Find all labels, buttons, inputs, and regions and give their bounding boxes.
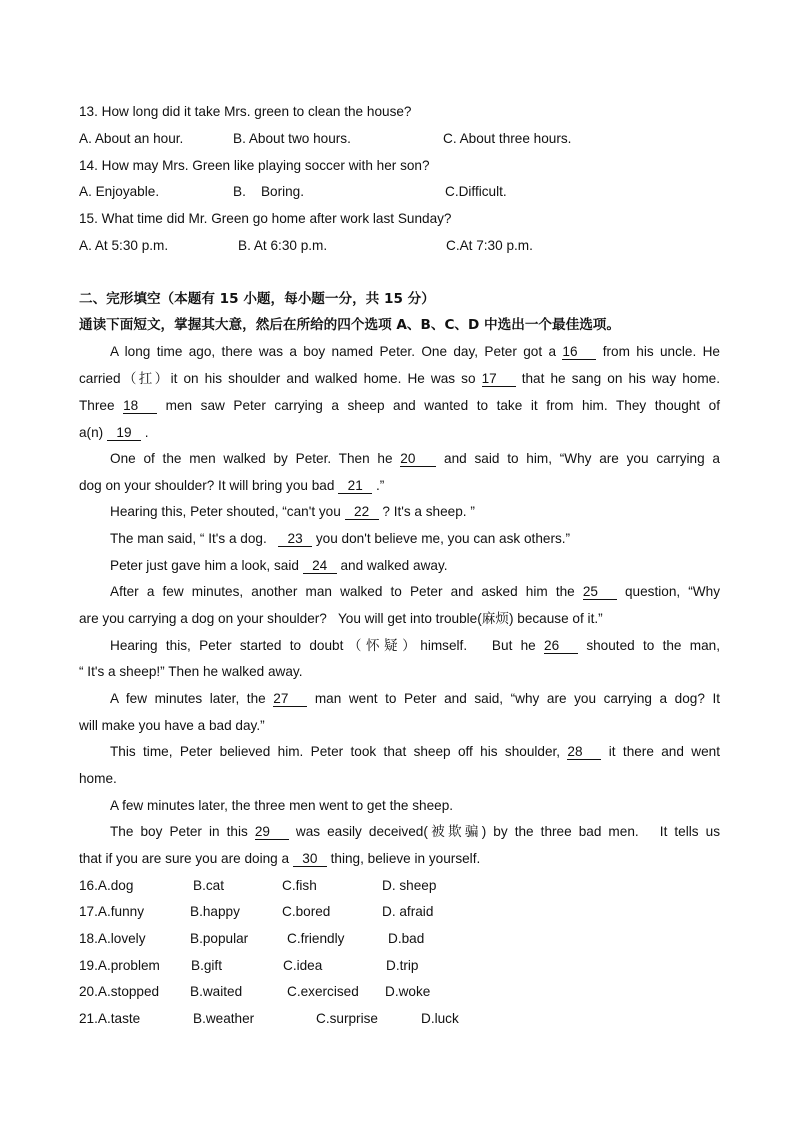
passage-line: that if you are sure you are doing a 30 thing, believe in yourself. xyxy=(79,851,481,866)
choice-d: D.woke xyxy=(385,984,431,999)
section-title: 二、完形填空（本题有 15 小题，每小题一分，共 15 分） xyxy=(79,291,435,307)
blank-16: 16 xyxy=(562,344,596,360)
blank-21: 21 xyxy=(338,478,372,494)
blank-24: 24 xyxy=(303,558,337,574)
passage-line: The boy Peter in this 29 was easily deceived(被欺骗) by the three bad men. It tells us xyxy=(110,824,720,839)
question-stem: 14. How may Mrs. Green like playing soccer with her son? xyxy=(79,158,430,173)
passage-line: A long time ago, there was a boy named Peter. One day, Peter got a 16 from his uncle. He xyxy=(110,344,720,359)
blank-27: 27 xyxy=(273,691,307,707)
blank-20: 20 xyxy=(400,451,436,467)
passage-line: The man said, “ It's a dog. 23 you don't believe me, you can ask others.” xyxy=(110,531,571,546)
question-stem: 13. How long did it take Mrs. green to clean the house? xyxy=(79,104,412,119)
option-b: B. Boring. xyxy=(233,184,305,199)
passage-line: a(n) 19 . xyxy=(79,425,149,440)
choice-c: C.friendly xyxy=(287,931,345,946)
blank-17: 17 xyxy=(482,371,516,387)
passage-line: Hearing this, Peter shouted, “can't you 22 ? It's a sheep. ” xyxy=(110,504,475,519)
blank-19: 19 xyxy=(107,425,141,441)
choice-b: B.gift xyxy=(191,958,222,973)
blank-25: 25 xyxy=(583,584,617,600)
passage-line: A few minutes later, the 27 man went to Peter and said, “why are you carrying a dog? It xyxy=(110,691,720,706)
choice-a: 19.A.problem xyxy=(79,958,160,973)
option-a: A. About an hour. xyxy=(79,131,184,146)
choice-a: 20.A.stopped xyxy=(79,984,160,999)
option-b: B. At 6:30 p.m. xyxy=(238,238,328,253)
passage-line: carried（扛）it on his shoulder and walked home. He was so 17 that he sang on his way home. xyxy=(79,371,720,386)
choice-d: D.bad xyxy=(388,931,425,946)
choice-c: C.bored xyxy=(282,904,331,919)
choice-d: D.luck xyxy=(421,1011,459,1026)
choice-a: 21.A.taste xyxy=(79,1011,141,1026)
question-stem: 15. What time did Mr. Green go home after work last Sunday? xyxy=(79,211,452,226)
passage-line: “ It's a sheep!” Then he walked away. xyxy=(79,664,303,679)
passage-line: After a few minutes, another man walked to Peter and asked him the 25 question, “Why xyxy=(110,584,720,599)
passage-line: A few minutes later, the three men went to get the sheep. xyxy=(110,798,454,813)
choice-b: B.weather xyxy=(193,1011,255,1026)
passage-line: One of the men walked by Peter. Then he 20 and said to him, “Why are you carrying a xyxy=(110,451,720,466)
option-a: A. Enjoyable. xyxy=(79,184,160,199)
choice-b: B.popular xyxy=(190,931,249,946)
option-b: B. About two hours. xyxy=(233,131,351,146)
section-instruction: 通读下面短文，掌握其大意，然后在所给的四个选项 A、B、C、D 中选出一个最佳选项。 xyxy=(79,317,620,333)
choice-a: 18.A.lovely xyxy=(79,931,146,946)
blank-22: 22 xyxy=(345,504,379,520)
choice-c: C.surprise xyxy=(316,1011,378,1026)
choice-c: C.idea xyxy=(283,958,323,973)
passage-line: Peter just gave him a look, said 24 and walked away. xyxy=(110,558,448,573)
blank-26: 26 xyxy=(544,638,578,654)
choice-b: B.cat xyxy=(193,878,224,893)
passage-line: will make you have a bad day.” xyxy=(79,718,265,733)
choice-d: D.trip xyxy=(386,958,419,973)
option-a: A. At 5:30 p.m. xyxy=(79,238,169,253)
option-c: C.Difficult. xyxy=(445,184,507,199)
blank-29: 29 xyxy=(255,824,289,840)
choice-a: 16.A.dog xyxy=(79,878,134,893)
passage-line: Three 18 men saw Peter carrying a sheep and wanted to take it from him. They thought of xyxy=(79,398,720,413)
blank-18: 18 xyxy=(123,398,157,414)
choice-b: B.waited xyxy=(190,984,243,999)
passage-line: home. xyxy=(79,771,117,786)
passage-line: Hearing this, Peter started to doubt（怀疑）himself. But he 26 shouted to the man, xyxy=(110,638,720,653)
choice-a: 17.A.funny xyxy=(79,904,144,919)
option-c: C.At 7:30 p.m. xyxy=(446,238,533,253)
passage-line: are you carrying a dog on your shoulder? You will get into trouble(麻烦) because of it.” xyxy=(79,611,603,626)
choice-d: D. afraid xyxy=(382,904,434,919)
blank-30: 30 xyxy=(293,851,327,867)
option-c: C. About three hours. xyxy=(443,131,572,146)
choice-d: D. sheep xyxy=(382,878,437,893)
choice-b: B.happy xyxy=(190,904,240,919)
choice-c: C.exercised xyxy=(287,984,359,999)
passage-line: dog on your shoulder? It will bring you bad 21 .” xyxy=(79,478,385,493)
choice-c: C.fish xyxy=(282,878,317,893)
blank-28: 28 xyxy=(567,744,601,760)
passage-line: This time, Peter believed him. Peter took that sheep off his shoulder, 28 it there and went xyxy=(110,744,720,759)
blank-23: 23 xyxy=(278,531,312,547)
